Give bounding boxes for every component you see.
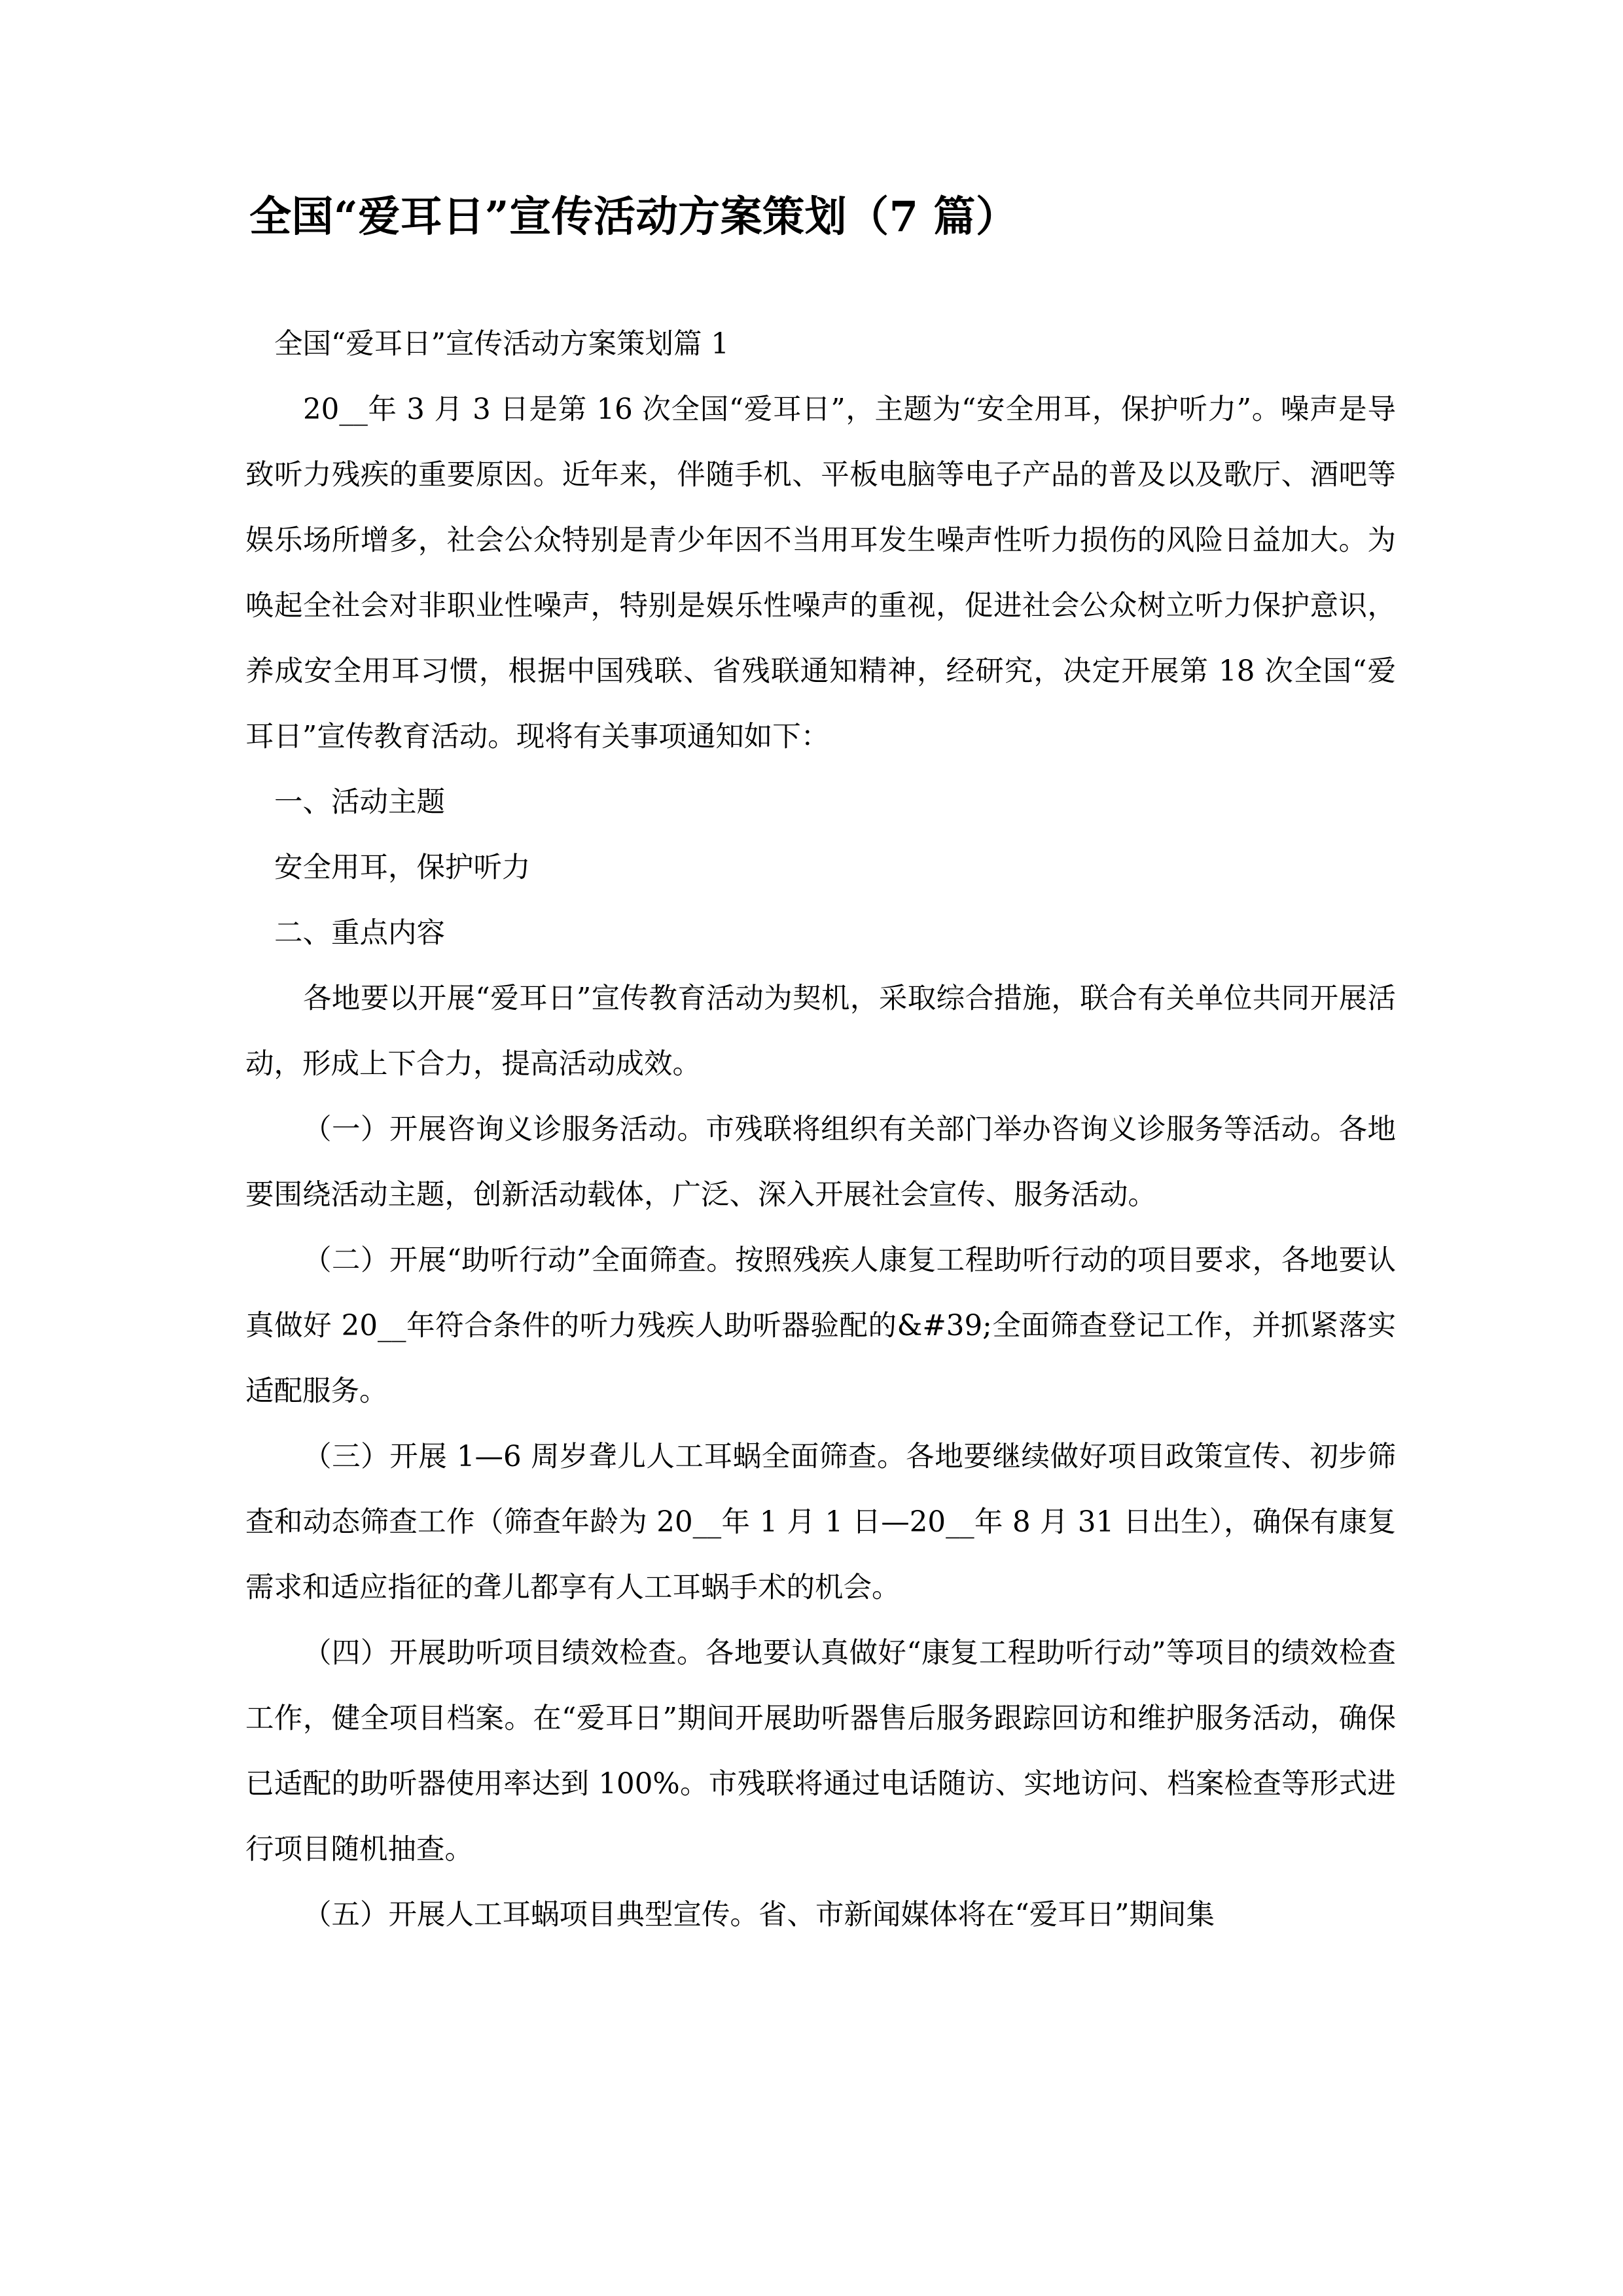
page-content [245, 0, 1396, 1948]
paragraph-key-content: 各地要以开展“爱耳日”宣传教育活动为契机，采取综合措施，联合有关单位共同开展活动，形成上下合力，提高活动成效。 [245, 982, 1396, 1081]
paragraph-item-five: （五）开展人工耳蜗项目典型宣传。省、市新闻媒体将在“爱耳日”期间集 [303, 1899, 1215, 1931]
section-heading: 全国“爱耳日”宣传活动方案策划篇 1 [274, 328, 729, 361]
heading-key-content: 二、重点内容 [274, 917, 445, 950]
paragraph-item-four: （四）开展助听项目绩效检查。各地要认真做好“康复工程助听行动”等项目的绩效检查工作，健全项目档案。在“爱耳日”期间开展助听器售后服务跟踪回访和维护服务活动，确保已适配的助听器使用率达到 100%。市残联将通过电话随访、实地访问、档案检查等形式进行项目随机抽查。 [245, 1637, 1396, 1866]
paragraph-item-two: （二）开展“助听行动”全面筛查。按照残疾人康复工程助听行动的项目要求，各地要认真做好 20__年符合条件的听力残疾人助听器验配的&#39;全面筛查登记工作，并抓紧落实适配服务。 [245, 1244, 1396, 1408]
paragraph-intro: 20__年 3 月 3 日是第 16 次全国“爱耳日”，主题为“安全用耳，保护听力”。噪声是导致听力残疾的重要原因。近年来，伴随手机、平板电脑等电子产品的普及以及歌厅、酒吧等娱乐场所增多，社会公众特别是青少年因不当用耳发生噪声性听力损伤的风险日益加大。为唤起全社会对非职业性噪声，特别是娱乐性噪声的重视，促进社会公众树立听力保护意识，养成安全用耳习惯，根据中国残联、省残联通知精神，经研究，决定开展第 18 次全国“爱耳日”宣传教育活动。现将有关事项通知如下： [245, 393, 1396, 753]
page-title: 全国“爱耳日”宣传活动方案策划（7 篇） [249, 192, 1018, 242]
heading-activity-theme: 一、活动主题 [274, 786, 445, 819]
paragraph-item-one: （一）开展咨询义诊服务活动。市残联将组织有关部门举办咨询义诊服务等活动。各地要围绕活动主题，创新活动载体，广泛、深入开展社会宣传、服务活动。 [245, 1113, 1396, 1211]
document-body [245, 238, 1396, 1948]
paragraph-item-three: （三）开展 1—6 周岁聋儿人工耳蜗全面筛查。各地要继续做好项目政策宣传、初步筛查和动态筛查工作（筛查年龄为 20__年 1 月 1 日—20__年 8 月 31 日出生），确保有康复需求和适应指征的聋儿都享有人工耳蜗手术的机会。 [245, 1441, 1396, 1604]
paragraph-theme-value: 安全用耳，保护听力 [274, 852, 531, 884]
